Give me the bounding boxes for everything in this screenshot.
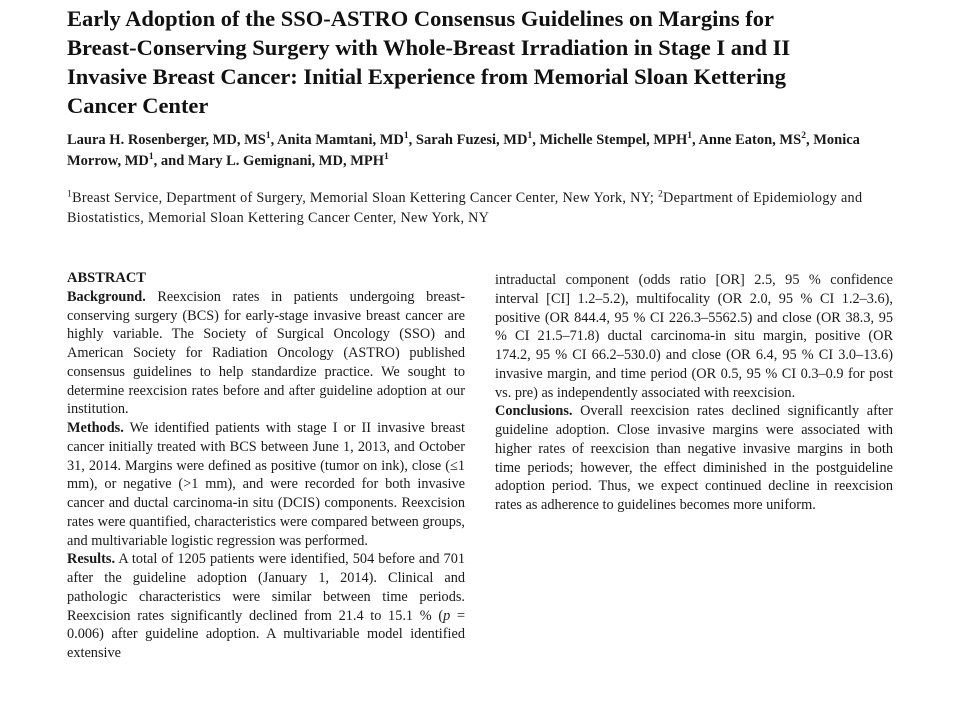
affiliation-mark: 1 [384, 152, 389, 163]
abstract-right-column [495, 271, 893, 515]
affiliation-mark: 1 [265, 131, 271, 142]
affiliation-text: Department of Epidemiology and Biostatistics, Memorial Sloan Kettering Cancer Center, New York, NY [67, 190, 863, 226]
results-text-cont: = 0.006) after guideline adoption. A multivariable model identified extensive [67, 607, 466, 661]
author-list: Laura H. Rosenberger, MD, $MS^1$, Anita Mamtani, $MD^1$, Sarah Fuzesi, $MD^1$, Michelle Stempel, MPH$^1$, Anne Eaton, $MS^2$, Monica Morrow, $MD^1$, and Mary L. Gemignani, MD, MPH$^1$ [67, 131, 860, 169]
conclusions-text: Overall reexcision rates declined significantly after guideline adoption. Close invasive margins were associated with higher rates of reexcision than negative invasive margins in both time periods; however, the effect diminished in the postguideline adoption period. Thus, we expect continued decline in reexcision rates as adherence to guidelines becomes more uniform. [495, 403, 893, 513]
background-paragraph [67, 288, 465, 419]
author: Laura H. Rosenberger, MD, MS [67, 132, 266, 148]
affiliation-mark: 2 [801, 131, 806, 142]
affiliation-mark: 1 [403, 131, 409, 142]
conclusions-label: Conclusions. [495, 403, 573, 420]
author: Michelle Stempel, MPH [539, 132, 688, 148]
author: Anita Mamtani, MD [277, 132, 404, 148]
abstract-left-column [67, 269, 465, 663]
p-value-symbol: p [443, 607, 451, 624]
results-continued-paragraph: intraductal component (odds ratio [OR] 2.5, 95 % confidence interval [CI] 1.2–5.2), multifocality (OR 2.0, 95 % CI 1.2–3.6), positive (OR 844.4, 95 % CI 226.3–5562.5) and close (OR 38.3, 95 % CI 21.5–71.8) ductal carcinoma-in situ margin, positive (OR 174.2, 95 % CI 66.2–530.0) and close (OR 6.4, 95 % CI 3.0–13.6) invasive margin, and time period (OR 0.5, 95 % CI 0.3–0.9 for post vs. pre) as independently associated with reexcision. [495, 272, 893, 401]
paper-title: Early Adoption of the SSO-ASTRO Consensus Guidelines on Margins for Breast-Conserving Surgery with Whole-Breast Irradiation in Stage I and II Invasive Breast Cancer: Initial Experience from Memorial Sloan Kettering Cancer Center [67, 6, 791, 118]
affiliation-number: 2 [657, 189, 664, 200]
methods-paragraph [67, 419, 465, 550]
results-text: A total of 1205 patients were identified, 504 before and 701 after the guideline adoption (January 1, 2014). Clinical and pathologic characteristics were similar between time periods. Reexcision rates significantly declined from 21.4 to 15.1 % ( [67, 551, 465, 624]
author: Mary L. Gemignani, MD, MPH [187, 153, 385, 169]
affiliation-text: Breast Service, Department of Surgery, Memorial Sloan Kettering Cancer Center, New York, NY; [72, 190, 655, 206]
affiliations [67, 188, 907, 228]
author: Monica Morrow, MD [67, 132, 860, 169]
affiliation-mark: 1 [527, 131, 533, 142]
author: Sarah Fuzesi, MD [415, 132, 528, 148]
affiliation-mark: 1 [687, 131, 692, 142]
author-joiner: and [160, 153, 185, 169]
affiliation-mark: 1 [148, 152, 154, 163]
conclusions-paragraph [495, 402, 893, 515]
results-label: Results. [67, 551, 116, 568]
affiliation-number: 1 [67, 189, 73, 200]
abstract-heading: ABSTRACT [67, 270, 146, 286]
background-text: Reexcision rates in patients undergoing breast-conserving surgery (BCS) for early-stage invasive breast cancer are highly variable. The Society of Surgical Oncology (SSO) and American Society for Radiation Oncology (ASTRO) published consensus guidelines to help standardize practice. We sought to determine reexcision rates before and after guideline adoption at our institution. [67, 288, 465, 418]
author: Anne Eaton, MS [698, 132, 802, 148]
background-label: Background. [67, 288, 146, 305]
methods-text: We identified patients with stage I or II invasive breast cancer initially treated with BCS between June 1, 2013, and October 31, 2014. Margins were defined as positive (tumor on ink), close (≤1 mm), or negative (>1 mm), and were recorded for both invasive cancer and ductal carcinoma-in situ (DCIS) components. Reexcision rates were quantified, characteristics were compared between groups, and multivariable logistic regression was performed. [67, 420, 465, 549]
results-paragraph [67, 550, 465, 663]
methods-label: Methods. [67, 420, 124, 436]
